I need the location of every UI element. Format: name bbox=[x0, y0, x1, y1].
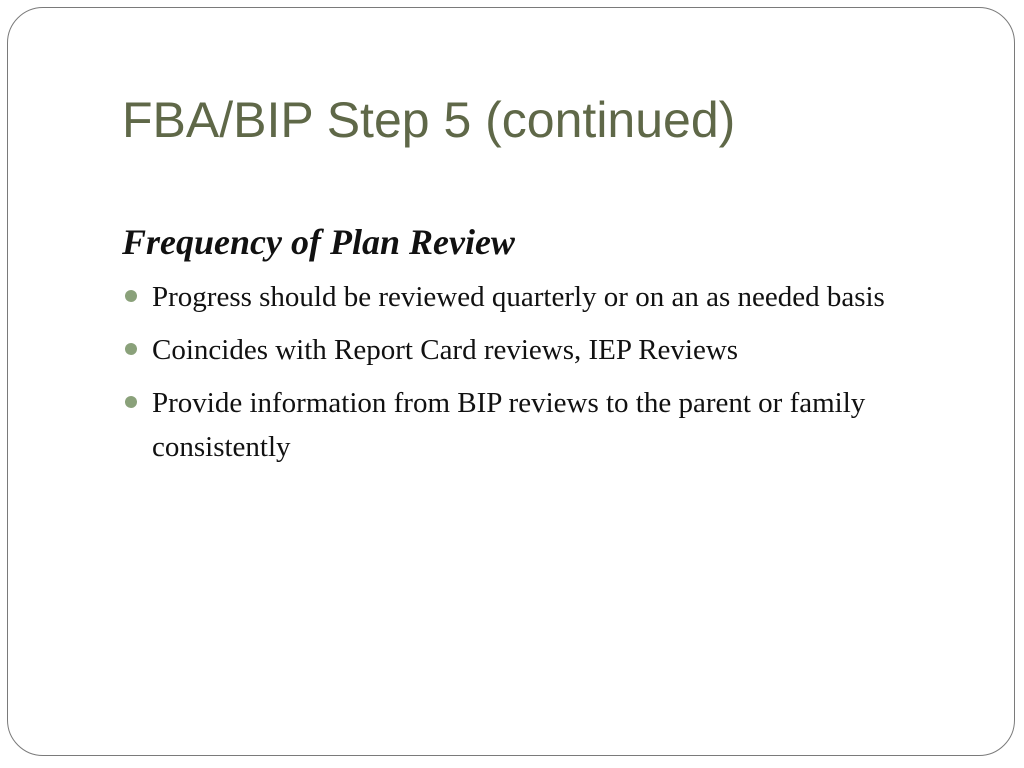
bullet-item bbox=[122, 328, 982, 372]
bullet-text: Provide information from BIP reviews to the parent or family consistently bbox=[152, 387, 866, 463]
slide-title: FBA/BIP Step 5 (continued) bbox=[122, 92, 736, 148]
bullet-text: Progress should be reviewed quarterly or on an as needed basis bbox=[152, 281, 885, 313]
bullet-text: Coincides with Report Card reviews, IEP Reviews bbox=[152, 334, 739, 366]
slide-frame bbox=[7, 7, 1015, 756]
bullet-list bbox=[122, 275, 982, 469]
slide-content bbox=[122, 220, 982, 478]
bullet-item bbox=[122, 381, 982, 469]
section-subheading: Frequency of Plan Review bbox=[122, 222, 515, 262]
bullet-dot-icon bbox=[125, 290, 137, 302]
bullet-item bbox=[122, 275, 982, 319]
bullet-dot-icon bbox=[125, 396, 137, 408]
bullet-dot-icon bbox=[125, 343, 137, 355]
